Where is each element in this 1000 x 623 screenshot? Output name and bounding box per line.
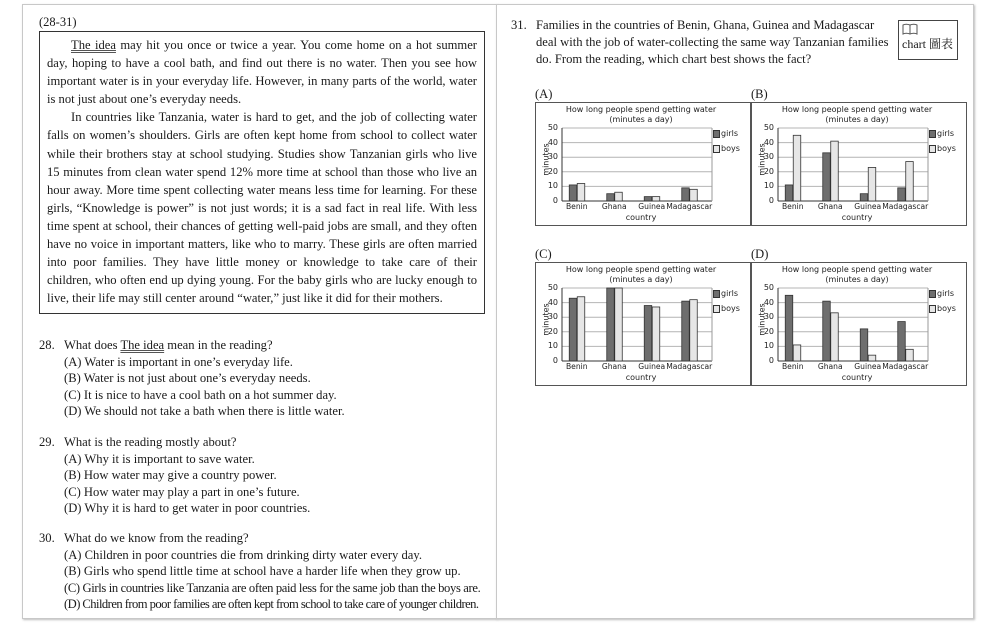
- bar-boys-guinea: [868, 167, 876, 201]
- bar-chart: [535, 102, 751, 226]
- y-tick-label: 20: [547, 326, 558, 336]
- x-tick-label: Guinea: [638, 362, 666, 371]
- bar-girls-ghana: [607, 194, 615, 201]
- y-tick-label: 20: [763, 166, 774, 176]
- chart-option-b[interactable]: [751, 87, 967, 226]
- y-axis-label: minutes: [541, 143, 551, 176]
- y-tick-label: 40: [763, 137, 774, 147]
- legend-swatch: [713, 145, 720, 153]
- chart-option-letter: (A): [535, 87, 553, 101]
- y-axis-label: minutes: [541, 303, 551, 336]
- x-tick-label: Ghana: [601, 202, 627, 211]
- reading-passage: [39, 31, 485, 314]
- y-tick-label: 10: [763, 341, 774, 351]
- option-a[interactable]: (A) Children in poor countries die from drinking dirty water every day.: [64, 547, 423, 562]
- x-tick-label: Benin: [565, 202, 588, 211]
- bar-girls-madagascar: [682, 301, 690, 361]
- x-tick-label: Ghana: [817, 362, 843, 371]
- x-tick-label: Madagascar: [882, 362, 929, 371]
- bar-girls-madagascar: [682, 188, 690, 201]
- y-tick-label: 10: [547, 181, 558, 191]
- x-tick-label: Benin: [565, 362, 588, 371]
- bar-boys-madagascar: [690, 189, 698, 201]
- question-28: [39, 337, 345, 420]
- y-tick-label: 30: [547, 312, 558, 322]
- chart-title: How long people spend getting water (minutes a day): [565, 105, 717, 124]
- x-axis-title: country: [625, 373, 657, 382]
- bar-girls-ghana: [823, 301, 831, 361]
- bar-chart: [535, 262, 751, 386]
- bar-girls-guinea: [644, 197, 652, 201]
- bar-girls-guinea: [860, 329, 868, 361]
- question-30: [39, 530, 480, 613]
- option-d[interactable]: (D) Why it is hard to get water in poor countries.: [64, 501, 311, 516]
- legend-boys: boys: [713, 144, 740, 153]
- bar-boys-benin: [577, 297, 585, 361]
- y-tick-label: 50: [547, 123, 558, 132]
- legend-girls: girls: [713, 289, 738, 298]
- bar-boys-ghana: [831, 313, 839, 361]
- bar-girls-madagascar: [898, 188, 906, 201]
- bar-girls-benin: [785, 185, 793, 201]
- y-tick-label: 30: [763, 152, 774, 162]
- question-stem: What is the reading mostly about?: [64, 435, 237, 449]
- question-number: 30.: [39, 531, 55, 545]
- legend-boys: boys: [929, 304, 956, 313]
- legend-swatch: [713, 290, 720, 298]
- y-axis-label: minutes: [757, 303, 767, 336]
- chart-title: How long people spend getting water (minutes a day): [781, 265, 933, 284]
- y-tick-label: 20: [763, 326, 774, 336]
- chart-title: How long people spend getting water (minutes a day): [565, 265, 717, 284]
- bar-boys-ghana: [831, 141, 839, 201]
- legend-swatch: [713, 130, 720, 138]
- bar-boys-benin: [793, 135, 801, 201]
- bar-boys-madagascar: [906, 162, 914, 201]
- bar-boys-ghana: [615, 288, 623, 361]
- legend-girls: girls: [929, 129, 954, 138]
- bar-boys-madagascar: [690, 300, 698, 361]
- y-tick-label: 30: [547, 152, 558, 162]
- badge-label: chart 圖表: [902, 37, 953, 51]
- legend-girls: girls: [713, 129, 738, 138]
- left-page: [22, 4, 497, 619]
- bar-boys-ghana: [615, 192, 623, 201]
- y-tick-label: 40: [547, 137, 558, 147]
- bar-chart: [751, 102, 967, 226]
- x-tick-label: Madagascar: [882, 202, 929, 211]
- legend-swatch: [929, 290, 936, 298]
- question-number: 29.: [39, 435, 55, 449]
- chart-title: How long people spend getting water (minutes a day): [781, 105, 933, 124]
- bar-chart: [751, 262, 967, 386]
- x-axis-title: country: [625, 213, 657, 222]
- legend-swatch: [929, 130, 936, 138]
- option-a[interactable]: (A) Water is important in one’s everyday life.: [64, 354, 293, 369]
- bar-girls-benin: [569, 298, 577, 361]
- y-tick-label: 50: [547, 283, 558, 292]
- y-tick-label: 40: [547, 297, 558, 307]
- chart-option-c[interactable]: [535, 247, 751, 386]
- y-tick-label: 30: [763, 312, 774, 322]
- passage-paragraph-2: In countries like Tanzania, water is hard to get, and the job of collecting water falls on women’s shoulders. Girls are often kept home from school to collect water while their brothers stay at school studying. Studies show Tanzanian girls who live 15 minutes from clean water spend 12% more time at school than those who live an hour away. More time spent collecting water means less time for learning. For these girls, “Knowledge is power” is not just words; it is a sad fact in real life. With less time spent at school, their chances of getting well-paid jobs are small, and they often have no voice in important matters, like who to marry. These girls are often married into poor families. They have little money or knowledge to take care of their children, who often end up dying young. For the baby girls who are lucky enough to live, their life may still center around “water,” just like it did for their mothers.: [47, 110, 477, 306]
- legend-boys: boys: [713, 304, 740, 313]
- question-number: 31.: [511, 18, 527, 32]
- option-b[interactable]: (B) Girls who spend little time at school have a harder life when they grow up.: [64, 564, 461, 579]
- option-b[interactable]: (B) How water may give a country power.: [64, 468, 277, 483]
- chart-option-a[interactable]: [535, 87, 751, 226]
- passage-paragraph-1: [47, 36, 477, 108]
- legend-girls: girls: [929, 289, 954, 298]
- question-29: [39, 434, 310, 517]
- y-tick-label: 0: [552, 196, 558, 205]
- y-tick-label: 0: [768, 196, 774, 205]
- question-stem: What do we know from the reading?: [64, 531, 249, 545]
- bar-boys-guinea: [868, 355, 876, 361]
- bar-boys-madagascar: [906, 349, 914, 361]
- right-page: [496, 4, 974, 619]
- bar-girls-guinea: [860, 194, 868, 201]
- y-tick-label: 20: [547, 166, 558, 176]
- passage-keyword: The idea: [71, 38, 116, 52]
- x-tick-label: Ghana: [817, 202, 843, 211]
- option-a[interactable]: (A) Why it is important to save water.: [64, 451, 255, 466]
- question-stem: What does The idea mean in the reading?: [64, 338, 273, 352]
- chart-option-d[interactable]: [751, 247, 967, 386]
- legend-boys: boys: [929, 144, 956, 153]
- chart-option-letter: (D): [751, 247, 769, 261]
- question-number: 28.: [39, 338, 55, 352]
- book-icon: [902, 23, 918, 36]
- x-tick-label: Benin: [781, 362, 804, 371]
- y-tick-label: 0: [768, 356, 774, 365]
- passage-paragraph-1-text: may hit you once or twice a year. You come home on a hot summer day, hoping to have a cool bath, and find out there is no water. Then you see how important water is in your everyday life. However, in many parts of the world, water is not just about one’s everyday needs.: [47, 38, 478, 107]
- x-tick-label: Madagascar: [666, 362, 713, 371]
- y-tick-label: 40: [763, 297, 774, 307]
- x-tick-label: Ghana: [601, 362, 627, 371]
- x-tick-label: Guinea: [854, 202, 882, 211]
- section-label: (28-31): [39, 15, 77, 29]
- stem-keyword: The idea: [120, 338, 165, 352]
- x-tick-label: Benin: [781, 202, 804, 211]
- bar-boys-benin: [793, 345, 801, 361]
- x-tick-label: Madagascar: [666, 202, 713, 211]
- y-axis-label: minutes: [757, 143, 767, 176]
- x-axis-title: country: [841, 373, 873, 382]
- chart-vocab-badge: [898, 20, 958, 60]
- question-31: [511, 17, 891, 68]
- legend-swatch: [929, 305, 936, 313]
- bar-boys-benin: [577, 183, 585, 201]
- option-d[interactable]: (D) We should not take a bath when there is little water.: [64, 404, 345, 419]
- x-axis-title: country: [841, 213, 873, 222]
- chart-option-letter: (B): [751, 87, 768, 101]
- bar-boys-guinea: [652, 307, 660, 361]
- y-tick-label: 10: [547, 341, 558, 351]
- option-c[interactable]: (C) How water may play a part in one’s future.: [64, 484, 300, 499]
- bar-girls-ghana: [823, 153, 831, 201]
- legend-swatch: [713, 305, 720, 313]
- bar-girls-benin: [569, 185, 577, 201]
- option-c[interactable]: (C) It is nice to have a cool bath on a hot summer day.: [64, 387, 337, 402]
- question-stem: Families in the countries of Benin, Ghana, Guinea and Madagascar deal with the job of water-collecting the same way Tanzanian families do. From the reading, which chart best shows the fact?: [536, 18, 889, 66]
- bar-girls-ghana: [607, 288, 615, 361]
- y-tick-label: 0: [552, 356, 558, 365]
- legend-swatch: [929, 145, 936, 153]
- option-b[interactable]: (B) Water is not just about one’s everyday needs.: [64, 371, 311, 386]
- bar-boys-guinea: [652, 197, 660, 201]
- bar-girls-benin: [785, 295, 793, 361]
- option-d[interactable]: (D) Children from poor families are often kept from school to take care of younger children.: [64, 597, 479, 612]
- option-c[interactable]: (C) Girls in countries like Tanzania are often paid less for the same job than the boys are.: [64, 580, 481, 595]
- x-tick-label: Guinea: [854, 362, 882, 371]
- x-tick-label: Guinea: [638, 202, 666, 211]
- y-tick-label: 50: [763, 283, 774, 292]
- bar-girls-madagascar: [898, 322, 906, 361]
- y-tick-label: 50: [763, 123, 774, 132]
- chart-option-letter: (C): [535, 247, 552, 261]
- bar-girls-guinea: [644, 306, 652, 361]
- y-tick-label: 10: [763, 181, 774, 191]
